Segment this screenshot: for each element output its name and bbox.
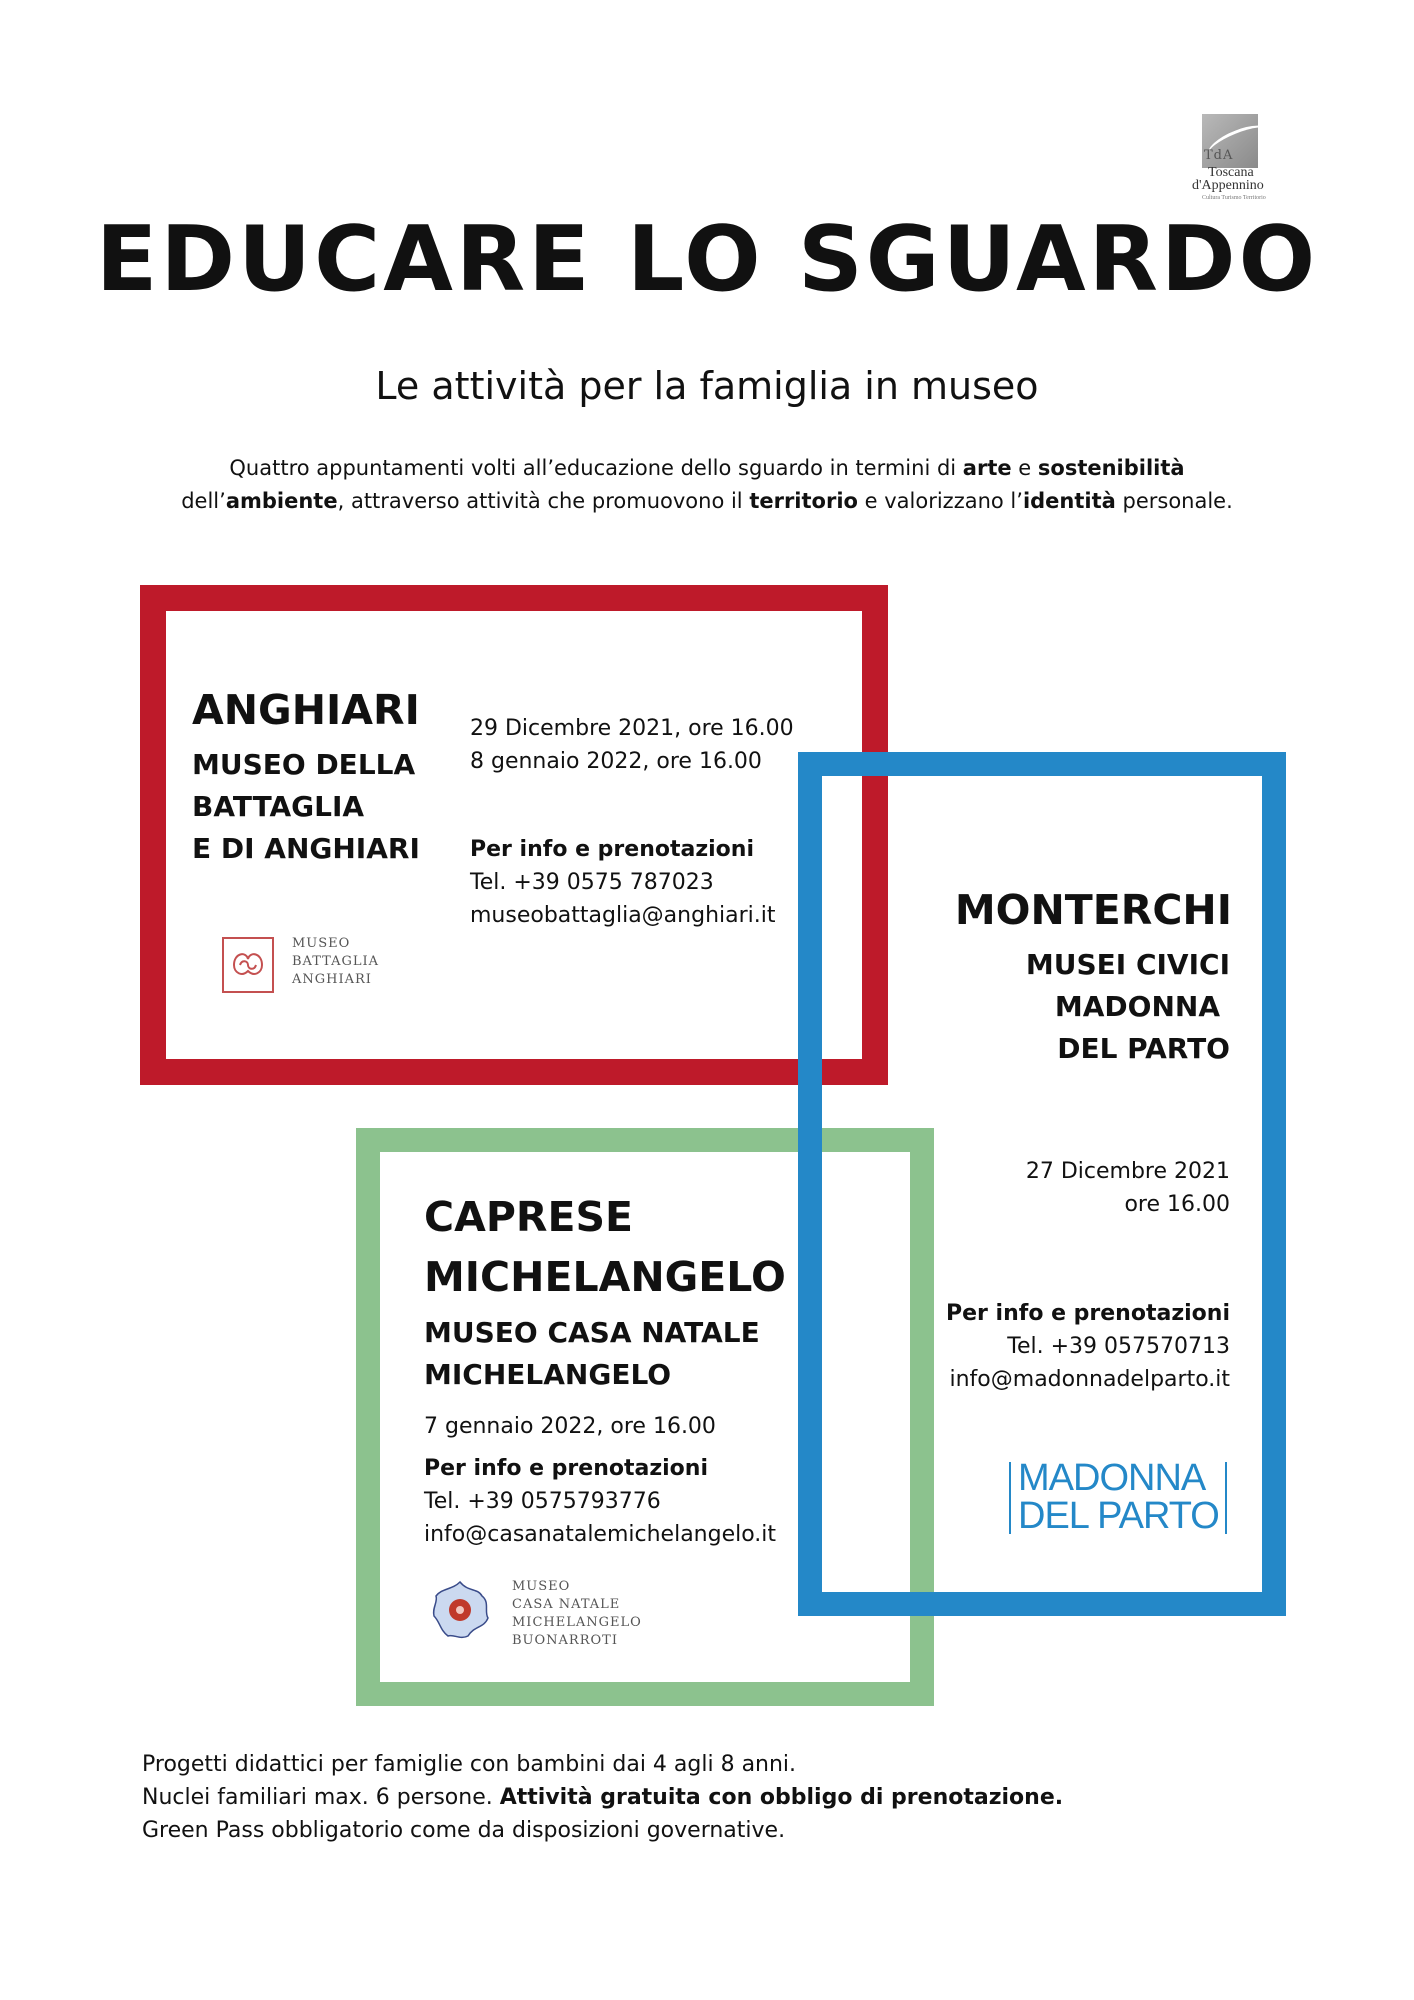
madonna-logo-line: DEL PARTO (1018, 1495, 1219, 1537)
anghiari-info-label: Per info e prenotazioni (470, 837, 755, 862)
anghiari-city: ANGHIARI (192, 686, 420, 734)
monterchi-city: MONTERCHI (954, 886, 1232, 934)
caprese-museum-line: MUSEO CASA NATALE (424, 1316, 760, 1349)
intro-bold-territorio: territorio (749, 489, 858, 513)
anghiari-date: 29 Dicembre 2021, ore 16.00 (470, 716, 794, 741)
monterchi-phone[interactable]: Tel. +39 057570713 (1007, 1334, 1230, 1359)
caprese-email[interactable]: info@casanatalemichelangelo.it (424, 1522, 777, 1547)
anghiari-logo-line: ANGHIARI (292, 972, 372, 987)
intro-bold-identita: identità (1022, 489, 1116, 513)
anghiari-seal-icon (222, 937, 274, 993)
anghiari-museum-line: MUSEO DELLA (192, 748, 416, 781)
page-title: EDUCARE LO SGUARDO (95, 207, 1319, 312)
logo-tagline: Cultura Turismo Territorio (1202, 195, 1266, 201)
footer-line-3: Green Pass obbligatorio come da disposizioni governative. (142, 1818, 786, 1843)
madonna-logo-line: MADONNA (1018, 1457, 1206, 1499)
logo-letters: TdA (1204, 148, 1234, 163)
toscana-appennino-logo (1190, 110, 1282, 206)
caprese-phone[interactable]: Tel. +39 0575793776 (424, 1489, 661, 1514)
intro-text: e (1011, 456, 1038, 480)
caprese-logo-line: CASA NATALE (512, 1597, 621, 1612)
anghiari-email[interactable]: museobattaglia@anghiari.it (470, 903, 776, 928)
caprese-date: 7 gennaio 2022, ore 16.00 (424, 1414, 716, 1439)
anghiari-museum-line: BATTAGLIA (192, 790, 365, 823)
footer-line-2-text: Nuclei familiari max. 6 persone. (142, 1785, 500, 1810)
intro-bold-sostenibilita: sostenibilità (1037, 456, 1185, 480)
intro-bold-arte: arte (962, 456, 1012, 480)
monterchi-museum-line: DEL PARTO (1057, 1032, 1230, 1065)
intro-paragraph (100, 452, 1314, 518)
caprese-city-line: CAPRESE (424, 1193, 633, 1241)
footer-line-2 (142, 1781, 1063, 1814)
monterchi-museum-line: MADONNA (1054, 990, 1220, 1023)
intro-bold-ambiente: ambiente (225, 489, 338, 513)
madonna-logo-bar-right (1225, 1462, 1227, 1534)
monterchi-museum-line: MUSEI CIVICI (1025, 948, 1230, 981)
monterchi-email[interactable]: info@madonnadelparto.it (949, 1367, 1230, 1392)
anghiari-museum-line: E DI ANGHIARI (192, 832, 420, 865)
logo-name-line1: Toscana (1208, 165, 1254, 180)
logo-name-line2: d'Appennino (1192, 178, 1264, 193)
intro-text: , attraverso attività che promuovono il (337, 489, 750, 513)
caprese-logo-line: MICHELANGELO (512, 1615, 642, 1630)
caprese-museum-line: MICHELANGELO (424, 1358, 672, 1391)
page-subtitle: Le attività per la famiglia in museo (375, 364, 1039, 408)
caprese-info-label: Per info e prenotazioni (424, 1456, 709, 1481)
monterchi-info-label: Per info e prenotazioni (945, 1301, 1230, 1326)
anghiari-phone[interactable]: Tel. +39 0575 787023 (470, 870, 714, 895)
madonna-logo-bar-left (1009, 1462, 1011, 1534)
anghiari-logo-line: BATTAGLIA (292, 954, 380, 969)
casa-natale-flower-icon (428, 1578, 492, 1642)
footer-line-1: Progetti didattici per famiglie con bambini dai 4 agli 8 anni. (142, 1752, 797, 1777)
caprese-logo-line: BUONARROTI (512, 1633, 618, 1648)
intro-text: dell’ (181, 489, 226, 513)
monterchi-time: ore 16.00 (1124, 1192, 1230, 1217)
caprese-logo-line: MUSEO (512, 1579, 571, 1594)
monterchi-date: 27 Dicembre 2021 (1025, 1159, 1230, 1184)
footer-line-2-bold: Attività gratuita con obbligo di prenotazione. (499, 1785, 1064, 1810)
intro-text: e valorizzano l’ (857, 489, 1023, 513)
intro-text: personale. (1115, 489, 1233, 513)
caprese-city-line: MICHELANGELO (424, 1253, 786, 1301)
anghiari-logo-line: MUSEO (292, 936, 351, 951)
intro-text: Quattro appuntamenti volti all’educazione dello sguardo in termini di (229, 456, 963, 480)
anghiari-date: 8 gennaio 2022, ore 16.00 (470, 749, 762, 774)
